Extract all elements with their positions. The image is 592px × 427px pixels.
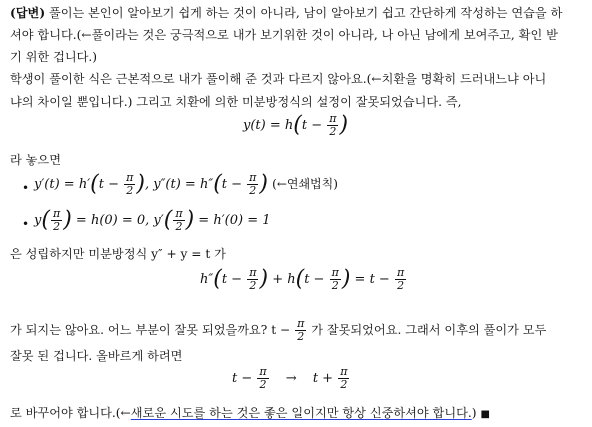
eq1-open: ( xyxy=(293,112,302,138)
paragraph-3-line-1 xyxy=(10,318,546,343)
eq3-fraction-1 xyxy=(51,208,62,233)
p1-text-1: 풀이는 본인이 알아보기 쉽게 하는 것이 아니라, 남이 알아보기 쉽고 간단하게 작성하는 연습을 하 xyxy=(45,6,563,20)
eq4-fraction-1 xyxy=(247,267,258,292)
equation-ode: h″(t − $\frac{\pi}{2}$ ) + h(t − $\frac{\pi}{2}$ ) = t − $\frac{\pi}{2}$ xyxy=(200,266,405,292)
eq2-fraction-1 xyxy=(124,172,135,197)
last-a: 로 바꾸어야 합니다.(← xyxy=(10,406,131,420)
eq4-num-2: π xyxy=(331,266,339,279)
eq3-fraction-2 xyxy=(173,208,184,233)
paragraph-4: 잘못 된 겁니다. 올바르게 하려면 xyxy=(10,349,183,363)
equation-substitution xyxy=(243,113,348,138)
eq3-b: = h(0) = 0, y′ xyxy=(75,213,164,228)
eq1-den: 2 xyxy=(329,125,337,138)
eq2-num-2: π xyxy=(249,171,257,184)
eq2-fraction-2 xyxy=(247,172,258,197)
eq2-a: y′(t) = h′ xyxy=(34,177,91,192)
eq5-den-2: 2 xyxy=(340,378,348,391)
equation-initial-values: y( $\frac{\pi}{2}$ ) = h(0) = 0, y′( $\frac{\pi}{2}$ ) = h′(0) = 1 xyxy=(34,207,271,233)
eq5-fraction-1 xyxy=(257,366,268,391)
eq2-c: , y″(t) = h″ xyxy=(144,177,214,192)
eq5-b: t + xyxy=(312,371,334,386)
eq4-e: = t − xyxy=(354,272,390,287)
eq5-den-1: 2 xyxy=(259,378,267,391)
eq4-fraction-3 xyxy=(395,267,406,292)
eq5-num-1: π xyxy=(259,365,267,378)
eq2-den-1: 2 xyxy=(126,184,134,197)
eq2-den-2: 2 xyxy=(249,184,257,197)
p3-den: 2 xyxy=(297,330,305,343)
established-line: 은 성립하지만 미분방정식 y″ + y = t 가 xyxy=(10,247,226,261)
eq4-b: t − xyxy=(221,272,243,287)
p3-text-2: 가 잘못되었어요. 그래서 이후의 풀이가 모두 xyxy=(311,323,547,337)
eq5-fraction-2 xyxy=(338,366,349,391)
paragraph-2-line-1: 학생이 풀이한 식은 근본적으로 내가 풀이해 준 것과 다르지 않아요.(←치환을 명확히 드러내느냐 아니 xyxy=(10,72,547,86)
right-arrow-icon: → xyxy=(285,371,297,386)
eq4-a: h″ xyxy=(200,272,214,287)
eq5-a: t − xyxy=(232,371,253,386)
chain-rule-note: (←연쇄법칙) xyxy=(272,177,338,191)
eq3-num-2: π xyxy=(175,207,183,220)
bullet-1: • xyxy=(22,181,30,195)
p3-fraction xyxy=(295,318,306,343)
eq1-t: t − xyxy=(301,118,323,133)
eq3-num-1: π xyxy=(52,207,61,220)
paragraph-1-line-2: 셔야 합니다.(←풀이라는 것은 궁극적으로 내가 보기위한 것이 아니라, 나 아닌 남에게 보여주고, 확인 받 xyxy=(10,28,558,42)
eq1-lhs: y(t) = h xyxy=(243,118,294,133)
equation-derivatives: y′(t) = h′(t − $\frac{\pi}{2}$ ), y″(t) = h″(t − $\frac{\pi}{2}$ ) (←연쇄법칙) xyxy=(34,171,338,197)
eq4-fraction-2 xyxy=(330,267,341,292)
p3-num: π xyxy=(297,317,305,330)
paragraph-1-line-1 xyxy=(10,5,562,21)
eq5-num-2: π xyxy=(340,365,348,378)
eq3-den-2: 2 xyxy=(175,220,183,233)
eq1-num: π xyxy=(329,112,337,125)
eq4-den-1: 2 xyxy=(249,279,257,292)
eq4-num-3: π xyxy=(396,266,405,279)
bullet-2: • xyxy=(22,217,30,231)
eq3-a: y xyxy=(34,213,42,228)
lato-text: 라 놓으면 xyxy=(10,153,61,167)
end-square-icon: ■ xyxy=(480,409,490,420)
equation-correction xyxy=(232,366,350,391)
eq4-c: + h xyxy=(272,272,296,287)
eq3-c: = h′(0) = 1 xyxy=(198,213,271,228)
paragraph-1-line-3: 기 위한 겁니다.) xyxy=(10,50,98,64)
paragraph-2-line-2: 냐의 차이일 뿐입니다.) 그리고 치환에 의한 미분방정식의 설정이 잘못되었습니다. 즉, xyxy=(10,95,462,109)
eq4-den-2: 2 xyxy=(331,279,339,292)
last-line xyxy=(10,405,490,423)
eq2-b: t − xyxy=(98,177,119,192)
caution-underlined-text: 새로운 시도를 하는 것은 좋은 일이지만 항상 신중하셔야 합니다. xyxy=(130,406,472,420)
eq1-close: ) xyxy=(339,112,349,138)
answer-label: (답변) xyxy=(10,6,46,20)
eq1-fraction xyxy=(327,113,338,138)
p3-text-1: 가 되지는 않아요. 어느 부분이 잘못 되었을까요? t − xyxy=(10,323,291,337)
eq4-den-3: 2 xyxy=(397,279,405,292)
eq2-d: t − xyxy=(221,177,243,192)
eq3-den-1: 2 xyxy=(53,220,61,233)
last-c: ) xyxy=(471,406,477,420)
eq4-d: t − xyxy=(304,272,325,287)
eq2-num-1: π xyxy=(126,171,134,184)
eq4-num-1: π xyxy=(249,266,257,279)
